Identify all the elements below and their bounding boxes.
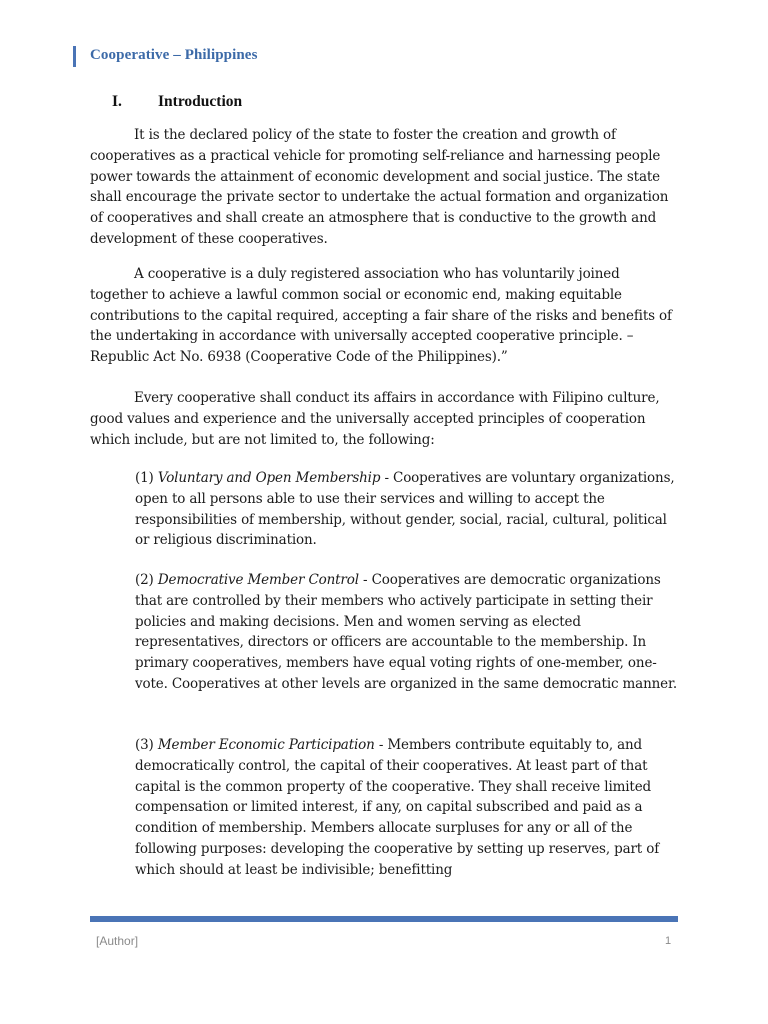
section-title: Introduction [158,93,243,110]
section-heading [112,93,242,111]
header-accent-bar [73,46,76,67]
page-number: 1 [665,935,672,947]
principle-number: (1) [135,470,154,486]
principle-term: Voluntary and Open Membership [157,470,381,486]
principle-number: (2) [135,572,154,588]
principle-item-2 [135,570,680,695]
footer-author: [Author] [96,934,139,948]
paragraph: A cooperative is a duly registered association who has voluntarily joined together to achieve a lawful common social or economic end, making equitable contributions to the capital required, accepting a fair share of the risks and benefits of the undertaking in accordance with universally accepted cooperative principle. – Republic Act No. 6938 (Cooperative Code of the Philippines).” [90,266,672,366]
principle-item-1 [135,468,680,551]
principle-term: Democrative Member Control [157,572,359,588]
document-header-title: Cooperative – Philippines [90,47,258,63]
principle-text: - Members contribute equitably to, and democratically control, the capital of their cooperatives. At least part of that capital is the common property of the cooperative. They shall receive limited compensation or limited interest, if any, on capital subscribed and paid as a condition of membership. Members allocate surpluses for any or all of the following purposes: developing the cooperative by setting up reserves, part of which should at least be indivisible; benefitting [135,737,660,878]
paragraph-1-container [90,125,680,250]
principle-text: - Cooperatives are voluntary organizations, open to all persons able to use their services and willing to accept the responsibilities of membership, without gender, social, racial, cultural, political or religious discrimination. [135,470,675,549]
principle-term: Member Economic Participation [157,737,375,753]
paragraph-3-container [90,388,680,450]
section-number: I. [112,93,122,110]
paragraph: It is the declared policy of the state to foster the creation and growth of cooperatives as a practical vehicle for promoting self-reliance and harnessing people power towards the attainment of economic development and social justice. The state shall encourage the private sector to undertake the actual formation and organization of cooperatives and shall create an atmosphere that is conductive to the growth and development of these cooperatives. [90,127,669,247]
footer-divider [90,916,678,922]
principle-item-3 [135,735,680,881]
principle-text: - Cooperatives are democratic organizations that are controlled by their members who actively participate in setting their policies and making decisions. Men and women serving as elected representatives, directors or officers are accountable to the membership. In primary cooperatives, members have equal voting rights of one-member, one-vote. Cooperatives at other levels are organized in the same democratic manner. [135,572,677,692]
principle-number: (3) [135,737,154,753]
paragraph: Every cooperative shall conduct its affairs in accordance with Filipino culture, good values and experience and the universally accepted principles of cooperation which include, but are not limited to, the following: [90,390,660,448]
paragraph-2-container [90,264,680,368]
